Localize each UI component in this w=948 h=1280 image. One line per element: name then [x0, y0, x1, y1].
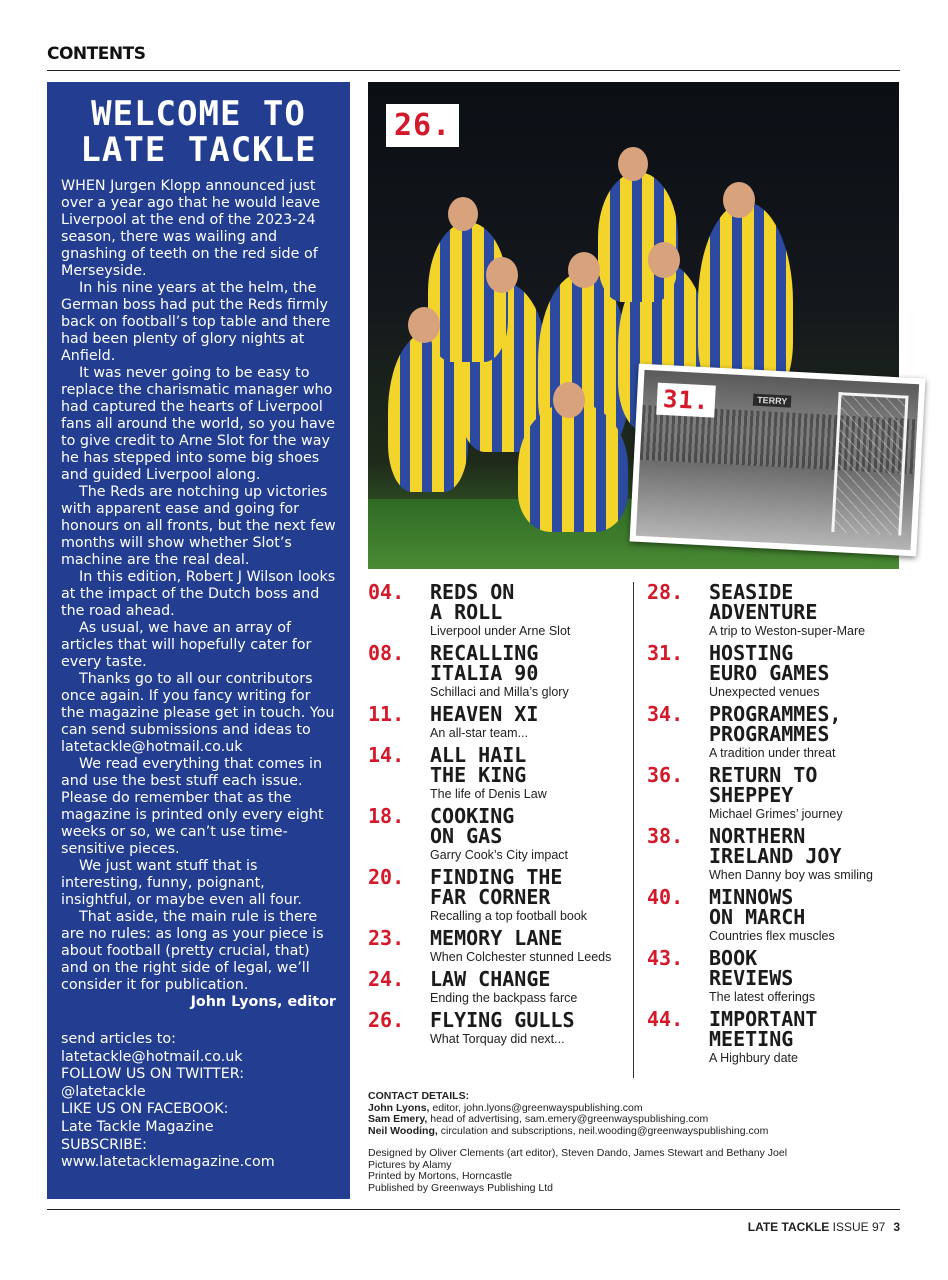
- welcome-paragraph: The Reds are notching up victories with apparent ease and going for honours on all fronts, but the next few months will show whether Slot’s machine are the real deal.: [61, 484, 336, 568]
- player-head: [486, 257, 518, 293]
- editor-signature: John Lyons, editor: [190, 994, 336, 1010]
- item-subtitle: An all-star team...: [430, 726, 528, 740]
- contact-role: editor, john.lyons@greenwayspublishing.com: [429, 1101, 643, 1114]
- player-head: [408, 307, 440, 343]
- welcome-paragraph: WHEN Jurgen Klopp announced just over a year ago that he would leave Liverpool at the end of the 2023-24 season, there was wailing and gnashing of teeth on the red side of Merseyside.: [61, 178, 321, 279]
- player-head: [448, 197, 478, 231]
- contents-item[interactable]: [368, 582, 630, 639]
- item-page-number: 43.: [647, 946, 684, 970]
- page-badge-26: 26.: [386, 104, 459, 147]
- contact-line: SUBSCRIBE:: [61, 1136, 147, 1153]
- contents-item[interactable]: [368, 806, 630, 863]
- item-title: MEMORY LANE: [430, 926, 563, 950]
- credits: [368, 1148, 900, 1194]
- contents-item[interactable]: [647, 643, 900, 700]
- item-subtitle: Schillaci and Milla’s glory: [430, 685, 569, 699]
- item-subtitle: Ending the backpass farce: [430, 991, 578, 1005]
- welcome-body: [61, 178, 336, 994]
- contact-person: [368, 1126, 900, 1138]
- contents-list-right: [647, 582, 900, 1070]
- welcome-paragraph: As usual, we have an array of articles that will hopefully cater for every taste.: [61, 620, 312, 670]
- item-page-number: 36.: [647, 763, 684, 787]
- item-page-number: 08.: [368, 641, 405, 665]
- item-title: COOKING ON GAS: [430, 804, 515, 848]
- item-page-number: 34.: [647, 702, 684, 726]
- match-action-photo: [630, 364, 926, 557]
- item-page-number: 24.: [368, 967, 405, 991]
- item-subtitle: Michael Grimes’ journey: [709, 807, 843, 821]
- website-url: www.latetacklemagazine.com: [61, 1154, 275, 1171]
- credit-line: Designed by Oliver Clements (art editor), Steven Dando, James Stewart and Bethany Joel: [368, 1147, 788, 1159]
- credit-line: Pictures by Alamy: [368, 1158, 452, 1171]
- item-title: FLYING GULLS: [430, 1008, 575, 1032]
- welcome-paragraph: We just want stuff that is interesting, funny, poignant, insightful, or maybe even all four.: [61, 858, 302, 908]
- contact-name: Sam Emery,: [368, 1113, 428, 1125]
- item-title: BOOK REVIEWS: [709, 946, 794, 990]
- contact-label: CONTACT DETAILS:: [368, 1090, 470, 1102]
- top-rule: [47, 70, 900, 71]
- item-title: HEAVEN XI: [430, 702, 539, 726]
- item-subtitle: Countries flex muscles: [709, 929, 835, 943]
- item-subtitle: Unexpected venues: [709, 685, 820, 699]
- contents-list-left: [368, 582, 630, 1051]
- welcome-paragraph: It was never going to be easy to replace the charismatic manager who had captured the hearts of Liverpool fans all around the world, so you have to give credit to Arne Slot for the way he has stepped into some big shoes and guided Liverpool along.: [61, 365, 336, 483]
- item-page-number: 20.: [368, 865, 405, 889]
- item-page-number: 14.: [368, 743, 405, 767]
- item-page-number: 31.: [647, 641, 684, 665]
- facebook-page: Late Tackle Magazine: [61, 1118, 214, 1135]
- item-page-number: 23.: [368, 926, 405, 950]
- contact-role: head of advertising, sam.emery@greenwayspublishing.com: [427, 1113, 709, 1125]
- section-header: CONTENTS: [47, 44, 146, 64]
- welcome-paragraph: We read everything that comes in and use the best stuff each issue. Please do remember that as the magazine is printed only every eight weeks or so, we can’t use time-sensitive pieces.: [61, 756, 324, 857]
- contents-item[interactable]: [368, 1010, 630, 1047]
- contents-item[interactable]: [368, 969, 630, 1006]
- contents-item[interactable]: [647, 582, 900, 639]
- item-title: PROGRAMMES, PROGRAMMES: [709, 702, 842, 746]
- player-figure: [518, 402, 628, 532]
- contact-role: circulation and subscriptions, neil.wooding@greenwayspublishing.com: [437, 1124, 769, 1137]
- item-page-number: 18.: [368, 804, 405, 828]
- issue-number: ISSUE 97: [829, 1220, 886, 1234]
- item-subtitle: A trip to Weston-super-Mare: [709, 624, 866, 638]
- credit-line: Published by Greenways Publishing Ltd: [368, 1181, 554, 1194]
- credit-line: Printed by Mortons, Horncastle: [368, 1170, 513, 1182]
- bottom-rule: [47, 1209, 900, 1210]
- goal-net: [831, 392, 908, 535]
- item-subtitle: What Torquay did next...: [430, 1032, 565, 1046]
- contents-item[interactable]: [647, 765, 900, 822]
- match-photo-image: [636, 370, 919, 550]
- welcome-paragraph: That aside, the main rule is there are no rules: as long as your piece is about football (pretty crucial, that) and on the right side of legal, we’ll consider it for publication.: [61, 909, 324, 993]
- item-page-number: 40.: [647, 885, 684, 909]
- submission-info: [61, 1031, 336, 1172]
- item-title: LAW CHANGE: [430, 967, 551, 991]
- item-subtitle: Liverpool under Arne Slot: [430, 624, 571, 638]
- contents-item[interactable]: [647, 948, 900, 1005]
- item-subtitle: Garry Cook’s City impact: [430, 848, 568, 862]
- contact-line: send articles to:: [61, 1031, 176, 1047]
- contents-item[interactable]: [368, 643, 630, 700]
- twitter-handle: @latetackle: [61, 1083, 146, 1100]
- contents-item[interactable]: [368, 928, 630, 965]
- welcome-paragraph: In his nine years at the helm, the German boss had put the Reds firmly back on football’s top table and there had been plenty of glory nights at Anfield.: [61, 280, 331, 364]
- item-title: HOSTING EURO GAMES: [709, 641, 830, 685]
- item-subtitle: When Colchester stunned Leeds: [430, 950, 612, 964]
- welcome-paragraph: In this edition, Robert J Wilson looks at the impact of the Dutch boss and the road ahead.: [61, 569, 336, 619]
- contents-item[interactable]: [647, 826, 900, 883]
- welcome-paragraph: Thanks go to all our contributors once again. If you fancy writing for the magazine please get in touch. You can send submissions and ideas to latetackle@hotmail.co.uk: [61, 671, 335, 755]
- magazine-name: LATE TACKLE: [747, 1220, 830, 1234]
- item-title: NORTHERN IRELAND JOY: [709, 824, 842, 868]
- column-divider: [633, 582, 634, 1078]
- item-subtitle: The life of Denis Law: [430, 787, 547, 801]
- contents-item[interactable]: [368, 745, 630, 802]
- item-title: SEASIDE ADVENTURE: [709, 580, 818, 624]
- item-page-number: 28.: [647, 580, 684, 604]
- item-subtitle: A tradition under threat: [709, 746, 836, 760]
- item-title: RECALLING ITALIA 90: [430, 641, 539, 685]
- player-figure: [598, 172, 678, 302]
- player-head: [648, 242, 680, 278]
- welcome-title: WELCOME TO LATE TACKLE: [80, 94, 317, 170]
- contents-item[interactable]: [647, 1009, 900, 1066]
- contact-name: Neil Wooding,: [368, 1124, 438, 1137]
- contents-item[interactable]: [368, 704, 630, 741]
- welcome-panel: [47, 82, 350, 1199]
- page-number: 3: [893, 1220, 900, 1234]
- player-head: [723, 182, 755, 218]
- item-title: REDS ON A ROLL: [430, 580, 515, 624]
- player-head: [553, 382, 585, 418]
- contents-item[interactable]: [368, 867, 630, 924]
- item-title: RETURN TO SHEPPEY: [709, 763, 818, 807]
- item-subtitle: The latest offerings: [709, 990, 816, 1004]
- contact-line: LIKE US ON FACEBOOK:: [61, 1101, 229, 1118]
- item-page-number: 44.: [647, 1007, 684, 1031]
- item-title: ALL HAIL THE KING: [430, 743, 527, 787]
- item-title: FINDING THE FAR CORNER: [430, 865, 563, 909]
- page-footer: [748, 1220, 900, 1234]
- player-head: [618, 147, 648, 181]
- item-subtitle: Recalling a top football book: [430, 909, 588, 923]
- item-subtitle: When Danny boy was smiling: [709, 868, 873, 882]
- contents-item[interactable]: [647, 887, 900, 944]
- contents-item[interactable]: [647, 704, 900, 761]
- item-page-number: 04.: [368, 580, 405, 604]
- page-badge-31: 31.: [656, 383, 716, 418]
- contact-email: latetackle@hotmail.co.uk: [61, 1048, 243, 1065]
- item-page-number: 11.: [368, 702, 405, 726]
- item-title: MINNOWS ON MARCH: [709, 885, 806, 929]
- item-page-number: 38.: [647, 824, 684, 848]
- contact-name: John Lyons,: [368, 1101, 430, 1114]
- item-title: IMPORTANT MEETING: [709, 1007, 818, 1051]
- item-page-number: 26.: [368, 1008, 405, 1032]
- player-head: [568, 252, 600, 288]
- stadium-sign: TERRY: [753, 394, 792, 408]
- item-subtitle: A Highbury date: [709, 1051, 798, 1065]
- contact-line: FOLLOW US ON TWITTER:: [61, 1066, 245, 1083]
- contact-details: [368, 1091, 900, 1194]
